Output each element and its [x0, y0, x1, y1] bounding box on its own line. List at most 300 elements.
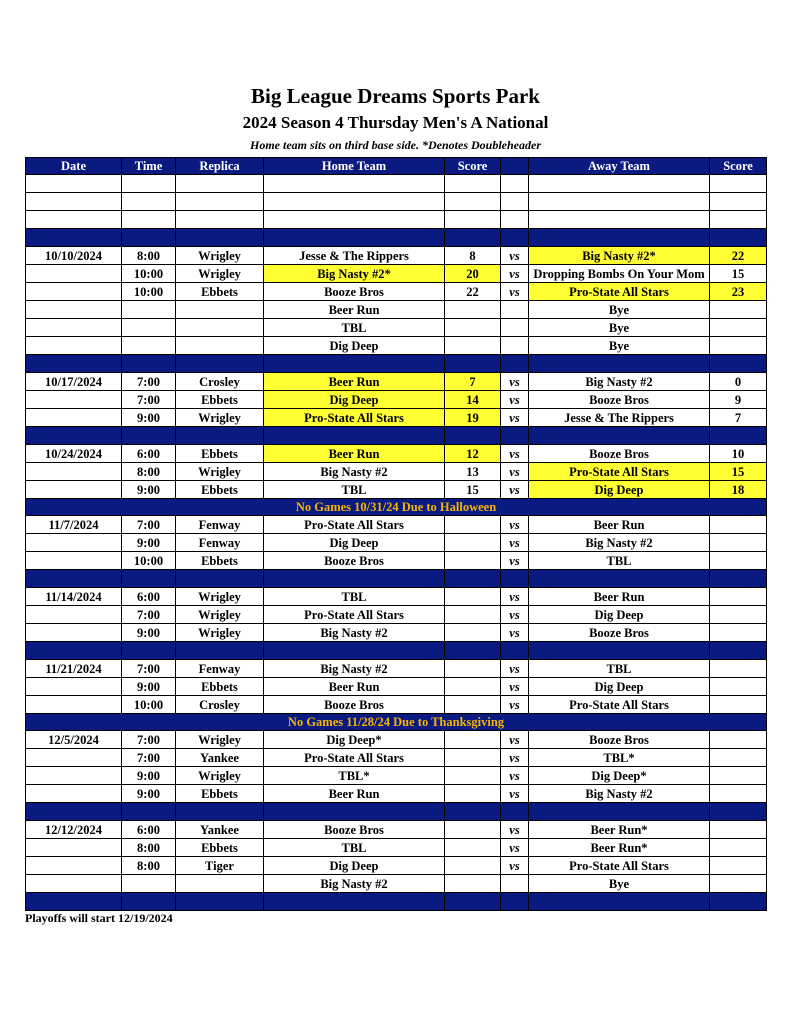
- separator-cell: [445, 893, 501, 911]
- table-row: [26, 373, 767, 391]
- table-row: [26, 749, 767, 767]
- replica-cell: [176, 175, 264, 193]
- replica-cell: Ebbets: [176, 391, 264, 409]
- home-score-cell: [445, 660, 501, 678]
- home-team-cell: Beer Run: [264, 678, 445, 696]
- date-cell: [26, 857, 122, 875]
- time-cell: 10:00: [122, 552, 176, 570]
- home-score-cell: 22: [445, 283, 501, 301]
- home-team-cell: Dig Deep: [264, 391, 445, 409]
- time-cell: [122, 301, 176, 319]
- away-score-cell: [710, 175, 767, 193]
- time-cell: 10:00: [122, 265, 176, 283]
- away-team-cell: Booze Bros: [529, 731, 710, 749]
- home-team-cell: Beer Run: [264, 785, 445, 803]
- away-score-cell: [710, 660, 767, 678]
- home-team-cell: [264, 193, 445, 211]
- date-cell: [26, 175, 122, 193]
- separator-cell: [710, 570, 767, 588]
- time-cell: 6:00: [122, 821, 176, 839]
- vs-cell: vs: [501, 839, 529, 857]
- away-score-cell: [710, 211, 767, 229]
- replica-cell: [176, 301, 264, 319]
- away-team-cell: Bye: [529, 875, 710, 893]
- away-score-cell: [710, 193, 767, 211]
- date-cell: [26, 211, 122, 229]
- away-score-cell: [710, 588, 767, 606]
- home-score-cell: [445, 588, 501, 606]
- home-score-cell: [445, 534, 501, 552]
- home-team-cell: Beer Run: [264, 445, 445, 463]
- replica-cell: Wrigley: [176, 731, 264, 749]
- time-cell: [122, 875, 176, 893]
- col-time: Time: [122, 158, 176, 175]
- home-score-cell: [445, 606, 501, 624]
- table-row: [26, 785, 767, 803]
- date-cell: [26, 624, 122, 642]
- date-cell: [26, 391, 122, 409]
- home-team-cell: Booze Bros: [264, 696, 445, 714]
- time-cell: 10:00: [122, 283, 176, 301]
- date-cell: 12/5/2024: [26, 731, 122, 749]
- table-row: [26, 391, 767, 409]
- header-row: [26, 158, 767, 175]
- separator-cell: [122, 229, 176, 247]
- replica-cell: Crosley: [176, 373, 264, 391]
- vs-cell: vs: [501, 588, 529, 606]
- table-row: [26, 337, 767, 355]
- home-team-cell: TBL*: [264, 767, 445, 785]
- separator-cell: [26, 355, 122, 373]
- no-games-notice: [26, 714, 767, 731]
- separator-cell: [176, 355, 264, 373]
- replica-cell: Wrigley: [176, 409, 264, 427]
- home-team-cell: Beer Run: [264, 301, 445, 319]
- time-cell: 6:00: [122, 445, 176, 463]
- date-cell: [26, 319, 122, 337]
- home-score-cell: [445, 731, 501, 749]
- replica-cell: Crosley: [176, 696, 264, 714]
- table-row: [26, 534, 767, 552]
- home-team-cell: TBL: [264, 839, 445, 857]
- date-cell: [26, 552, 122, 570]
- away-team-cell: Big Nasty #2*: [529, 247, 710, 265]
- home-score-cell: 14: [445, 391, 501, 409]
- home-team-cell: [264, 211, 445, 229]
- week-separator: [26, 427, 767, 445]
- replica-cell: Wrigley: [176, 624, 264, 642]
- separator-cell: [501, 642, 529, 660]
- away-score-cell: [710, 857, 767, 875]
- home-score-cell: 13: [445, 463, 501, 481]
- table-row: [26, 409, 767, 427]
- replica-cell: Ebbets: [176, 839, 264, 857]
- replica-cell: [176, 193, 264, 211]
- date-cell: [26, 193, 122, 211]
- separator-cell: [710, 229, 767, 247]
- away-score-cell: [710, 875, 767, 893]
- separator-cell: [445, 642, 501, 660]
- vs-cell: vs: [501, 696, 529, 714]
- away-score-cell: [710, 301, 767, 319]
- season-subtitle: 2024 Season 4 Thursday Men's A National: [242, 113, 549, 132]
- separator-cell: [529, 427, 710, 445]
- table-row: [26, 731, 767, 749]
- home-team-cell: Pro-State All Stars: [264, 516, 445, 534]
- col-home-score: Score: [445, 158, 501, 175]
- separator-cell: [122, 803, 176, 821]
- away-team-cell: Bye: [529, 301, 710, 319]
- home-score-cell: [445, 624, 501, 642]
- separator-cell: [264, 229, 445, 247]
- home-team-cell: Pro-State All Stars: [264, 749, 445, 767]
- home-score-cell: [445, 749, 501, 767]
- separator-cell: [264, 803, 445, 821]
- replica-cell: Yankee: [176, 821, 264, 839]
- home-score-cell: [445, 211, 501, 229]
- away-team-cell: Booze Bros: [529, 391, 710, 409]
- table-row: [26, 678, 767, 696]
- time-cell: 8:00: [122, 463, 176, 481]
- away-team-cell: TBL: [529, 660, 710, 678]
- home-team-cell: Big Nasty #2: [264, 624, 445, 642]
- time-cell: [122, 319, 176, 337]
- home-team-cell: Big Nasty #2: [264, 463, 445, 481]
- home-team-cell: Dig Deep: [264, 534, 445, 552]
- vs-cell: vs: [501, 606, 529, 624]
- vs-cell: [501, 193, 529, 211]
- separator-cell: [445, 427, 501, 445]
- table-row: [26, 821, 767, 839]
- table-row: [26, 319, 767, 337]
- table-row: [26, 696, 767, 714]
- separator-cell: [176, 570, 264, 588]
- week-separator: [26, 355, 767, 373]
- home-score-cell: 19: [445, 409, 501, 427]
- vs-cell: vs: [501, 624, 529, 642]
- home-team-cell: Pro-State All Stars: [264, 606, 445, 624]
- table-row: [26, 767, 767, 785]
- home-score-cell: [445, 839, 501, 857]
- date-cell: [26, 749, 122, 767]
- table-row: [26, 875, 767, 893]
- separator-cell: [26, 427, 122, 445]
- week-separator: [26, 893, 767, 911]
- vs-cell: vs: [501, 265, 529, 283]
- time-cell: [122, 175, 176, 193]
- separator-cell: [501, 570, 529, 588]
- home-score-cell: [445, 337, 501, 355]
- home-team-cell: Beer Run: [264, 373, 445, 391]
- vs-cell: vs: [501, 785, 529, 803]
- date-cell: [26, 534, 122, 552]
- away-score-cell: [710, 821, 767, 839]
- away-team-cell: Pro-State All Stars: [529, 463, 710, 481]
- separator-cell: [710, 803, 767, 821]
- home-score-cell: [445, 319, 501, 337]
- vs-cell: [501, 875, 529, 893]
- away-team-cell: Bye: [529, 337, 710, 355]
- vs-cell: [501, 211, 529, 229]
- away-team-cell: Beer Run: [529, 516, 710, 534]
- away-team-cell: Pro-State All Stars: [529, 283, 710, 301]
- replica-cell: Yankee: [176, 749, 264, 767]
- separator-cell: [26, 229, 122, 247]
- week-separator: [26, 803, 767, 821]
- away-team-cell: Bye: [529, 319, 710, 337]
- table-row: [26, 624, 767, 642]
- home-score-cell: [445, 785, 501, 803]
- away-score-cell: [710, 624, 767, 642]
- vs-cell: vs: [501, 516, 529, 534]
- table-row: [26, 516, 767, 534]
- replica-cell: [176, 875, 264, 893]
- date-cell: 11/14/2024: [26, 588, 122, 606]
- time-cell: 9:00: [122, 678, 176, 696]
- date-cell: 11/7/2024: [26, 516, 122, 534]
- separator-cell: [176, 893, 264, 911]
- home-score-cell: 8: [445, 247, 501, 265]
- separator-cell: [501, 427, 529, 445]
- separator-cell: [122, 427, 176, 445]
- date-cell: [26, 606, 122, 624]
- replica-cell: Ebbets: [176, 283, 264, 301]
- date-cell: 11/21/2024: [26, 660, 122, 678]
- time-cell: 7:00: [122, 516, 176, 534]
- home-team-cell: TBL: [264, 481, 445, 499]
- home-team-cell: TBL: [264, 588, 445, 606]
- separator-cell: [445, 355, 501, 373]
- vs-cell: vs: [501, 857, 529, 875]
- separator-cell: [710, 355, 767, 373]
- replica-cell: Wrigley: [176, 265, 264, 283]
- table-row: [26, 463, 767, 481]
- home-score-cell: 20: [445, 265, 501, 283]
- separator-cell: [501, 355, 529, 373]
- separator-cell: [529, 229, 710, 247]
- home-score-cell: 7: [445, 373, 501, 391]
- date-cell: [26, 875, 122, 893]
- time-cell: 7:00: [122, 660, 176, 678]
- time-cell: [122, 337, 176, 355]
- away-score-cell: [710, 731, 767, 749]
- home-score-cell: [445, 696, 501, 714]
- no-games-notice: [26, 499, 767, 516]
- separator-cell: [445, 229, 501, 247]
- vs-cell: vs: [501, 552, 529, 570]
- date-cell: [26, 337, 122, 355]
- home-team-cell: [264, 175, 445, 193]
- away-score-cell: [710, 839, 767, 857]
- replica-cell: [176, 211, 264, 229]
- away-score-cell: [710, 785, 767, 803]
- home-score-cell: [445, 175, 501, 193]
- time-cell: 7:00: [122, 731, 176, 749]
- date-cell: [26, 409, 122, 427]
- away-score-cell: [710, 534, 767, 552]
- date-cell: [26, 785, 122, 803]
- away-team-cell: TBL: [529, 552, 710, 570]
- schedule-body: [26, 175, 767, 911]
- away-team-cell: Pro-State All Stars: [529, 696, 710, 714]
- col-replica: Replica: [176, 158, 264, 175]
- week-separator: [26, 642, 767, 660]
- away-score-cell: [710, 337, 767, 355]
- col-away-score: Score: [710, 158, 767, 175]
- time-cell: 7:00: [122, 749, 176, 767]
- replica-cell: Wrigley: [176, 588, 264, 606]
- away-score-cell: [710, 696, 767, 714]
- week-separator: [26, 229, 767, 247]
- vs-cell: vs: [501, 463, 529, 481]
- date-cell: 10/24/2024: [26, 445, 122, 463]
- date-cell: 12/12/2024: [26, 821, 122, 839]
- separator-cell: [501, 229, 529, 247]
- separator-cell: [122, 570, 176, 588]
- home-score-cell: [445, 516, 501, 534]
- vs-cell: [501, 319, 529, 337]
- separator-cell: [122, 355, 176, 373]
- date-cell: [26, 463, 122, 481]
- time-cell: 7:00: [122, 373, 176, 391]
- away-team-cell: Dig Deep: [529, 606, 710, 624]
- table-row: [26, 588, 767, 606]
- vs-cell: vs: [501, 678, 529, 696]
- vs-cell: vs: [501, 821, 529, 839]
- away-score-cell: 9: [710, 391, 767, 409]
- separator-cell: [710, 427, 767, 445]
- table-row: [26, 857, 767, 875]
- no-games-text: No Games 10/31/24 Due to Halloween: [26, 499, 767, 516]
- date-cell: [26, 481, 122, 499]
- home-score-cell: 15: [445, 481, 501, 499]
- away-team-cell: Beer Run*: [529, 821, 710, 839]
- separator-cell: [264, 427, 445, 445]
- separator-cell: [176, 229, 264, 247]
- separator-cell: [264, 355, 445, 373]
- separator-cell: [529, 355, 710, 373]
- vs-cell: vs: [501, 391, 529, 409]
- time-cell: [122, 211, 176, 229]
- col-home-team: Home Team: [264, 158, 445, 175]
- away-team-cell: Dropping Bombs On Your Mom: [529, 265, 710, 283]
- separator-cell: [264, 570, 445, 588]
- home-team-cell: Booze Bros: [264, 552, 445, 570]
- time-cell: 9:00: [122, 624, 176, 642]
- blank-row: [26, 175, 767, 193]
- date-cell: [26, 696, 122, 714]
- time-cell: 9:00: [122, 534, 176, 552]
- table-row: [26, 265, 767, 283]
- vs-cell: vs: [501, 247, 529, 265]
- playoffs-note: Playoffs will start 12/19/2024: [25, 911, 173, 925]
- separator-cell: [529, 803, 710, 821]
- away-score-cell: 15: [710, 463, 767, 481]
- separator-cell: [710, 642, 767, 660]
- away-score-cell: [710, 516, 767, 534]
- blank-row: [26, 211, 767, 229]
- away-team-cell: Big Nasty #2: [529, 534, 710, 552]
- away-team-cell: Booze Bros: [529, 445, 710, 463]
- away-team-cell: Booze Bros: [529, 624, 710, 642]
- replica-cell: [176, 319, 264, 337]
- away-team-cell: [529, 175, 710, 193]
- away-team-cell: Dig Deep*: [529, 767, 710, 785]
- away-score-cell: 23: [710, 283, 767, 301]
- home-score-cell: [445, 767, 501, 785]
- vs-cell: vs: [501, 481, 529, 499]
- date-cell: [26, 839, 122, 857]
- away-team-cell: Pro-State All Stars: [529, 857, 710, 875]
- table-row: [26, 481, 767, 499]
- home-team-cell: Jesse & The Rippers: [264, 247, 445, 265]
- home-score-cell: [445, 301, 501, 319]
- date-cell: [26, 678, 122, 696]
- time-cell: 9:00: [122, 767, 176, 785]
- away-team-cell: [529, 193, 710, 211]
- time-cell: 9:00: [122, 409, 176, 427]
- replica-cell: Wrigley: [176, 463, 264, 481]
- away-score-cell: [710, 319, 767, 337]
- home-score-cell: [445, 821, 501, 839]
- home-team-cell: Big Nasty #2*: [264, 265, 445, 283]
- home-score-cell: [445, 193, 501, 211]
- date-cell: [26, 265, 122, 283]
- away-team-cell: [529, 211, 710, 229]
- date-cell: [26, 767, 122, 785]
- away-score-cell: [710, 678, 767, 696]
- vs-cell: vs: [501, 445, 529, 463]
- separator-cell: [26, 570, 122, 588]
- away-score-cell: [710, 552, 767, 570]
- page-title: Big League Dreams Sports Park: [251, 84, 540, 108]
- table-row: [26, 660, 767, 678]
- home-team-cell: Pro-State All Stars: [264, 409, 445, 427]
- col-away-team: Away Team: [529, 158, 710, 175]
- time-cell: 8:00: [122, 839, 176, 857]
- vs-cell: vs: [501, 767, 529, 785]
- col-vs: [501, 158, 529, 175]
- home-score-cell: [445, 857, 501, 875]
- vs-cell: vs: [501, 409, 529, 427]
- home-score-cell: 12: [445, 445, 501, 463]
- away-score-cell: 7: [710, 409, 767, 427]
- home-score-cell: [445, 678, 501, 696]
- replica-cell: Fenway: [176, 660, 264, 678]
- away-score-cell: 18: [710, 481, 767, 499]
- away-score-cell: [710, 749, 767, 767]
- replica-cell: Ebbets: [176, 481, 264, 499]
- home-team-cell: Big Nasty #2: [264, 875, 445, 893]
- date-cell: 10/10/2024: [26, 247, 122, 265]
- vs-cell: vs: [501, 731, 529, 749]
- table-row: [26, 606, 767, 624]
- away-team-cell: Jesse & The Rippers: [529, 409, 710, 427]
- schedule-table: [25, 157, 767, 911]
- away-score-cell: [710, 767, 767, 785]
- date-cell: [26, 301, 122, 319]
- replica-cell: Ebbets: [176, 678, 264, 696]
- vs-cell: [501, 337, 529, 355]
- away-team-cell: Big Nasty #2: [529, 373, 710, 391]
- away-team-cell: TBL*: [529, 749, 710, 767]
- replica-cell: Wrigley: [176, 767, 264, 785]
- date-cell: 10/17/2024: [26, 373, 122, 391]
- replica-cell: Ebbets: [176, 445, 264, 463]
- separator-cell: [122, 893, 176, 911]
- time-cell: 10:00: [122, 696, 176, 714]
- replica-cell: Wrigley: [176, 247, 264, 265]
